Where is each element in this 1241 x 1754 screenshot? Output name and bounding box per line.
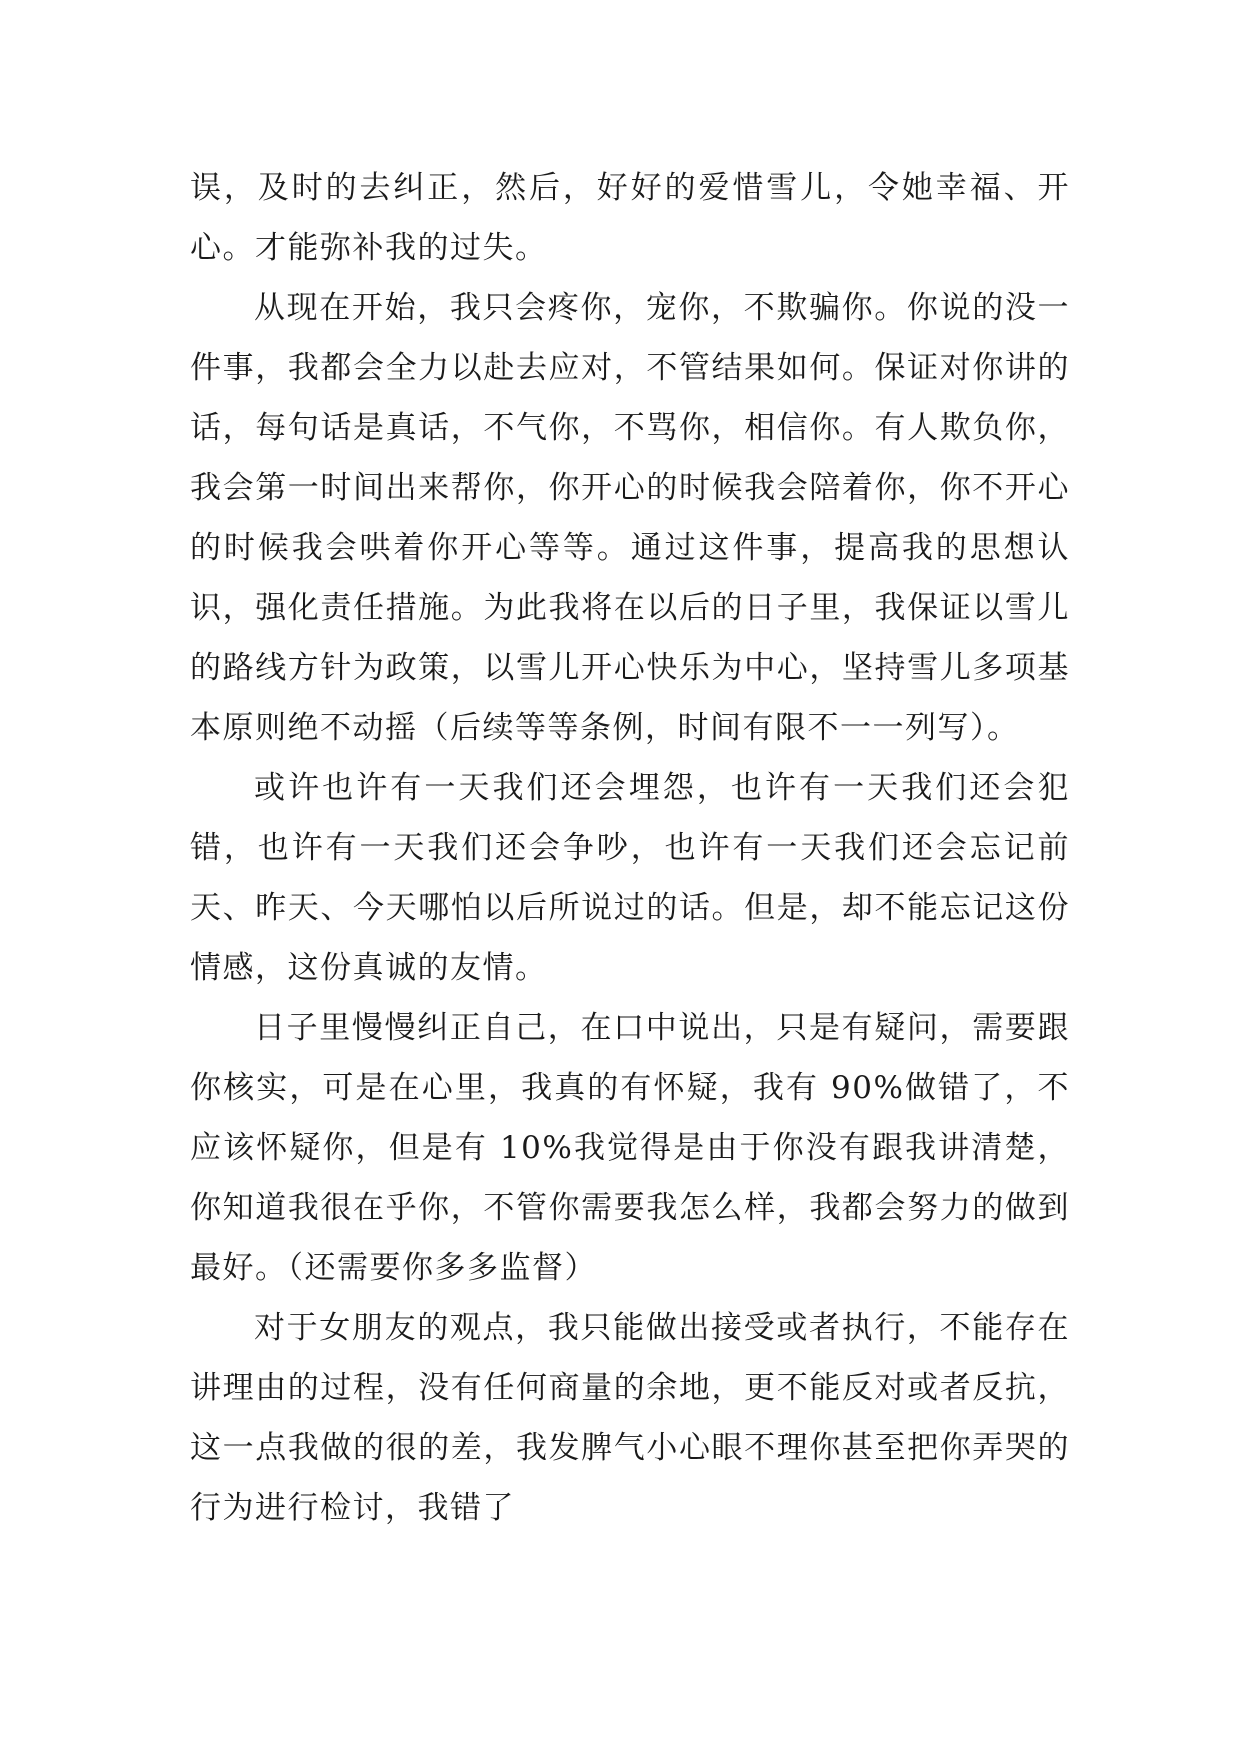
paragraph-continuation: 误，及时的去纠正，然后，好好的爱惜雪儿，令她幸福、开心。才能弥补我的过失。 bbox=[190, 170, 1070, 266]
paragraph-future: 或许也许有一天我们还会埋怨，也许有一天我们还会犯错，也许有一天我们还会争吵，也许有一天我们还会忘记前天、昨天、今天哪怕以后所说过的话。但是，却不能忘记这份情感，这份真诚的友情。 bbox=[190, 770, 1070, 986]
paragraph-promise: 从现在开始，我只会疼你，宠你，不欺骗你。你说的没一件事，我都会全力以赴去应对，不管结果如何。保证对你讲的话，每句话是真话，不气你，不骂你，相信你。有人欺负你，我会第一时间出来帮你，你开心的时候我会陪着你，你不开心的时候我会哄着你开心等等。通过这件事，提高我的思想认识，强化责任措施。为此我将在以后的日子里，我保证以雪儿的路线方针为政策，以雪儿开心快乐为中心，坚持雪儿多项基本原则绝不动摇（后续等等条例，时间有限不一一列写）。 bbox=[190, 290, 1070, 746]
paragraph-doubt: 日子里慢慢纠正自己，在口中说出，只是有疑问，需要跟你核实，可是在心里，我真的有怀疑，我有 90%做错了，不应该怀疑你，但是有 10%我觉得是由于你没有跟我讲清楚，你知道我很在乎你，不管你需要我怎么样，我都会努力的做到最好。（还需要你多多监督） bbox=[190, 1010, 1070, 1286]
paragraph-apology: 对于女朋友的观点，我只能做出接受或者执行，不能存在讲理由的过程，没有任何商量的余地，更不能反对或者反抗，这一点我做的很的差，我发脾气小心眼不理你甚至把你弄哭的行为进行检讨，我错了 bbox=[190, 1310, 1070, 1526]
document-body bbox=[190, 158, 1070, 1538]
